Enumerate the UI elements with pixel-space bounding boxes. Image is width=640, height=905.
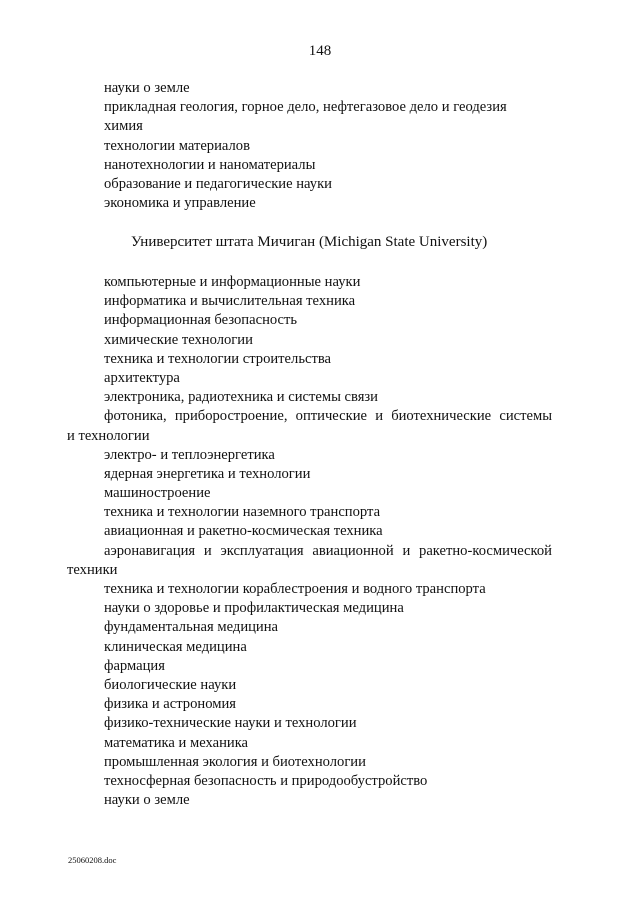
list-item: клиническая медицина xyxy=(104,638,247,655)
university-specialty-list xyxy=(0,273,640,810)
list-item: экономика и управление xyxy=(104,195,256,212)
list-item: нанотехнологии и наноматериалы xyxy=(104,156,316,173)
list-item: фундаментальная медицина xyxy=(104,619,279,636)
list-item: биологические науки xyxy=(104,676,237,693)
list-item: техника и технологии наземного транспорта xyxy=(104,504,381,521)
university-heading: Университет штата Мичиган (Michigan State University) xyxy=(131,234,488,250)
list-item-continuation: техники xyxy=(67,561,118,578)
list-item: физико-технические науки и технологии xyxy=(104,715,357,732)
list-item: информатика и вычислительная техника xyxy=(104,293,356,310)
list-item: фармация xyxy=(104,657,165,674)
list-item: прикладная геология, горное дело, нефтегазовое дело и геодезия xyxy=(104,99,507,116)
list-item: электро- и теплоэнергетика xyxy=(104,446,275,463)
list-item: электроника, радиотехника и системы связи xyxy=(104,389,378,406)
top-specialty-list xyxy=(0,79,640,213)
list-item: авиационная и ракетно-космическая техника xyxy=(104,523,383,540)
list-item: науки о земле xyxy=(104,792,190,809)
list-item: химия xyxy=(104,118,143,135)
page-number: 148 xyxy=(308,43,332,59)
list-item: физика и астрономия xyxy=(104,696,236,713)
list-item: математика и механика xyxy=(104,734,249,751)
list-item: аэронавигация и эксплуатация авиационной и ракетно-космической xyxy=(104,542,552,559)
list-item: техника и технологии строительства xyxy=(104,350,332,367)
document-code-footer: 25060208.doc xyxy=(68,855,117,865)
list-item: техника и технологии кораблестроения и водного транспорта xyxy=(104,581,486,597)
list-item-continuation: и технологии xyxy=(67,427,150,444)
list-item: химические технологии xyxy=(104,331,253,348)
list-item: компьютерные и информационные науки xyxy=(104,274,361,290)
list-item: промышленная экология и биотехнологии xyxy=(104,753,366,770)
list-item: техносферная безопасность и природообустройство xyxy=(104,772,428,789)
list-item: ядерная энергетика и технологии xyxy=(104,465,311,482)
list-item: машиностроение xyxy=(104,485,211,502)
list-item: науки о здоровье и профилактическая медицина xyxy=(104,600,404,617)
list-item: технологии материалов xyxy=(104,137,250,154)
list-item: архитектура xyxy=(104,369,180,386)
list-item: информационная безопасность xyxy=(104,312,298,329)
list-item: науки о земле xyxy=(104,80,190,96)
list-item: фотоника, приборостроение, оптические и биотехнические системы xyxy=(104,408,552,425)
list-item: образование и педагогические науки xyxy=(104,175,332,192)
